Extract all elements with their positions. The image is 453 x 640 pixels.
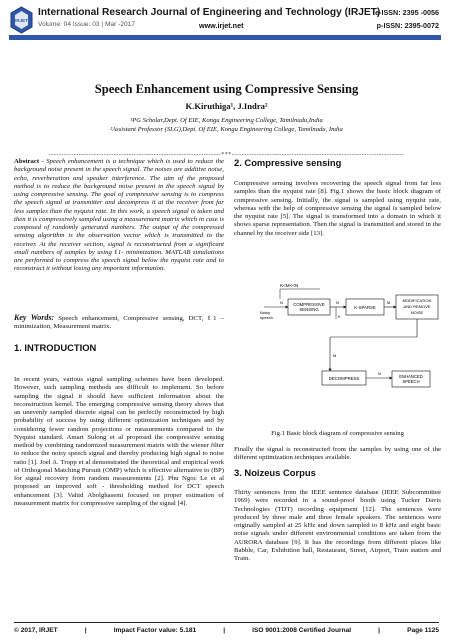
abstract-text: Speech enhancement is a technique which is used to reduce the background noise present in the speech signal. The noises are additive noise, echo, reverberation and speaker interference. The aim of the proposed method is to reduce the background noise present in the speech signal by using compressive sensing. The goal of compressive sensing is to compress the speech signal at transmitter and decompress it at the receiver from far less samples than the nyquist rate. In this work, a speech signal is taken and then it is compressively sampled using a measurement matrix which in case is composed of randomly generated numbers. The output of the compressed sensing algorithm is the observation vector which is transmitted to the receiver. At the receiver section, signal is reconstructed from a significant small numbers of samples by using ℓ1- minimization. MATLAB simulations are performed to compress the speech signal below the nyquist rate and to reconstruct it without losing any important information. xyxy=(14,158,224,273)
footer-page-number: Page 1125 xyxy=(407,627,439,634)
footer-copyright: © 2017, IRJET xyxy=(14,627,58,634)
abstract-label: Abstract - xyxy=(14,158,44,165)
compressive-sensing-text: Compressive sensing involves recovering the speech signal from far less samples than the nyquist rate [8]. Fig.1 shows the basic block diagram of compressive sensing. Initially, the signal is sampled using nyquist rate, whereas with the help of compressive sensing the signal is sampled below the nyquist rate [5]. The signal is transformed into a domain in which it shows sparse representation. Then the signal is transmitted and stored in the channel by the receiver side [13]. xyxy=(234,180,441,237)
footer-separator: | xyxy=(378,627,381,634)
block-diagram xyxy=(260,277,440,399)
footer-rule xyxy=(14,622,439,623)
section-heading-compressive-sensing: 2. Compressive sensing xyxy=(234,157,342,168)
section-heading-noizeus: 3. Noizeus Corpus xyxy=(234,467,316,478)
footer-separator: | xyxy=(223,627,226,634)
introduction-text: In recent years, various signal sampling schemes have been developed. However, such sampling methods are difficult to implement. So before sampling the signal it should have sufficient information about the reconstruction kernel. The emerging compressive sensing theory shows that an unevenly sampled discrete signal can be perfectly reconstructed by high probability of success by using different optimization techniques and by considering fewer random projections or measurements compared to the Nyquist standard. Amart Sulong et al proposed the compressive sensing method by combining randomized measurement matrix with the wiener filter to reduce the noisy speech signal and thereby producing high signal to noise ratio [1]. Joel A. Tropp et al demonstrated the theoretical and empirical work of Orthogonal Matching Pursuit (OMP) which is effective alternative to (BP) for signal recovery from random measurements [2]. Phu Ngoc Le et al proposed an improved soft - thresholding method for DCT speech enhancement [3]. Vahid Abolghasemi focused on proper estimation of measurement matrix for compressive sampling of the signal [4]. xyxy=(14,376,224,507)
footer-separator: | xyxy=(84,627,87,634)
footer-impact-factor: Impact Factor value: 5.181 xyxy=(113,627,197,634)
diagram-k: K xyxy=(338,314,341,319)
e-issn: e-ISSN: 2395 -0056 xyxy=(375,8,439,17)
diagram-m2: M xyxy=(333,353,337,358)
keywords xyxy=(14,314,224,332)
journal-header xyxy=(0,0,453,48)
p-issn: p-ISSN: 2395-0072 xyxy=(376,21,439,30)
paper-title: Speech Enhancement using Compressive Sensing xyxy=(94,82,359,96)
block-enh-line2: SPEECH xyxy=(402,379,420,384)
block-decompress-label: DECOMPRESS xyxy=(328,376,360,381)
diagram-n3: N xyxy=(378,371,381,376)
block-mod-line3: NOISE xyxy=(410,310,424,315)
diagram-input-label-2: speech xyxy=(260,315,273,320)
affiliation-1: ¹PG Scholar,Dept. Of EIE, Kongu Engineering College, Tamilnadu,India xyxy=(130,117,323,124)
footer-iso: ISO 9001:2008 Certified Journal xyxy=(252,627,352,634)
compressive-sensing-text-2: Finally the signal is reconstructed from the samples by using one of the different optimization techniques available. xyxy=(234,446,441,462)
diagram-n2: N xyxy=(336,300,339,305)
section-heading-introduction: 1. INTRODUCTION xyxy=(14,342,97,353)
block-ksparse-label: K-SPARSE xyxy=(354,305,376,310)
block-mod-line2: AND REMOVE xyxy=(403,304,431,309)
authors: K.Kiruthiga¹, J.Indra² xyxy=(185,101,268,111)
figure-caption: Fig.1 Basic block diagram of compressive sensing xyxy=(271,430,404,437)
block-mod-line1: MODIFICATION xyxy=(402,298,432,303)
journal-url[interactable]: www.irjet.net xyxy=(199,21,244,30)
diagram-m1: M xyxy=(387,300,391,305)
affiliation-2: ²Assistant Professor (SLG),Dept. Of EIE, Kongu Engineering College, Tamilnadu, India xyxy=(110,126,343,133)
block-cs-line2: SENSING xyxy=(299,307,319,312)
diagram-input-label-1: Noisy xyxy=(260,310,271,315)
keywords-text: Speech enhancement, Compressive sensing, DCT, ℓ1 –minimization, Measurement matrix. xyxy=(14,315,225,331)
svg-text:IRJET: IRJET xyxy=(15,18,28,23)
header-rule xyxy=(9,35,441,40)
noizeus-text: Thirty sentences from the IEEE sentence database (IEEE Subcommittee 1969) were recorded in a sound-proof booth using Tucker Davis Technologies (TDT) recording equipment [12]. The sentences were produced by three male and three female speakers. The sentences were originally sampled at 25 kHz and down sampled to 8 kHz and eight basic noise signals under different environmental conditions are taken from the AURORA database [9]. It has the recordings from different places like Babble, Car, Exhibition hall, Restaurant, Street, Airport, Train station and Train. xyxy=(234,489,441,562)
diagram-top-label: K<M<<N xyxy=(280,283,299,288)
page-footer xyxy=(14,627,439,634)
irjet-logo xyxy=(9,6,34,34)
diagram-n1: N xyxy=(280,300,283,305)
block-cs-line1: COMPRESSIVE xyxy=(293,302,325,307)
block-enh-line1: ENHANCED xyxy=(399,374,423,379)
abstract xyxy=(14,158,224,274)
volume-issue: Volume: 04 Issue: 03 | Mar -2017 xyxy=(38,21,136,28)
separator: ---------------------------------------------------------------------***--------------------------------------------------------------------- xyxy=(48,152,405,158)
journal-title: International Research Journal of Engineering and Technology (IRJET) xyxy=(38,7,381,18)
keywords-label: Key Words: xyxy=(14,313,55,322)
